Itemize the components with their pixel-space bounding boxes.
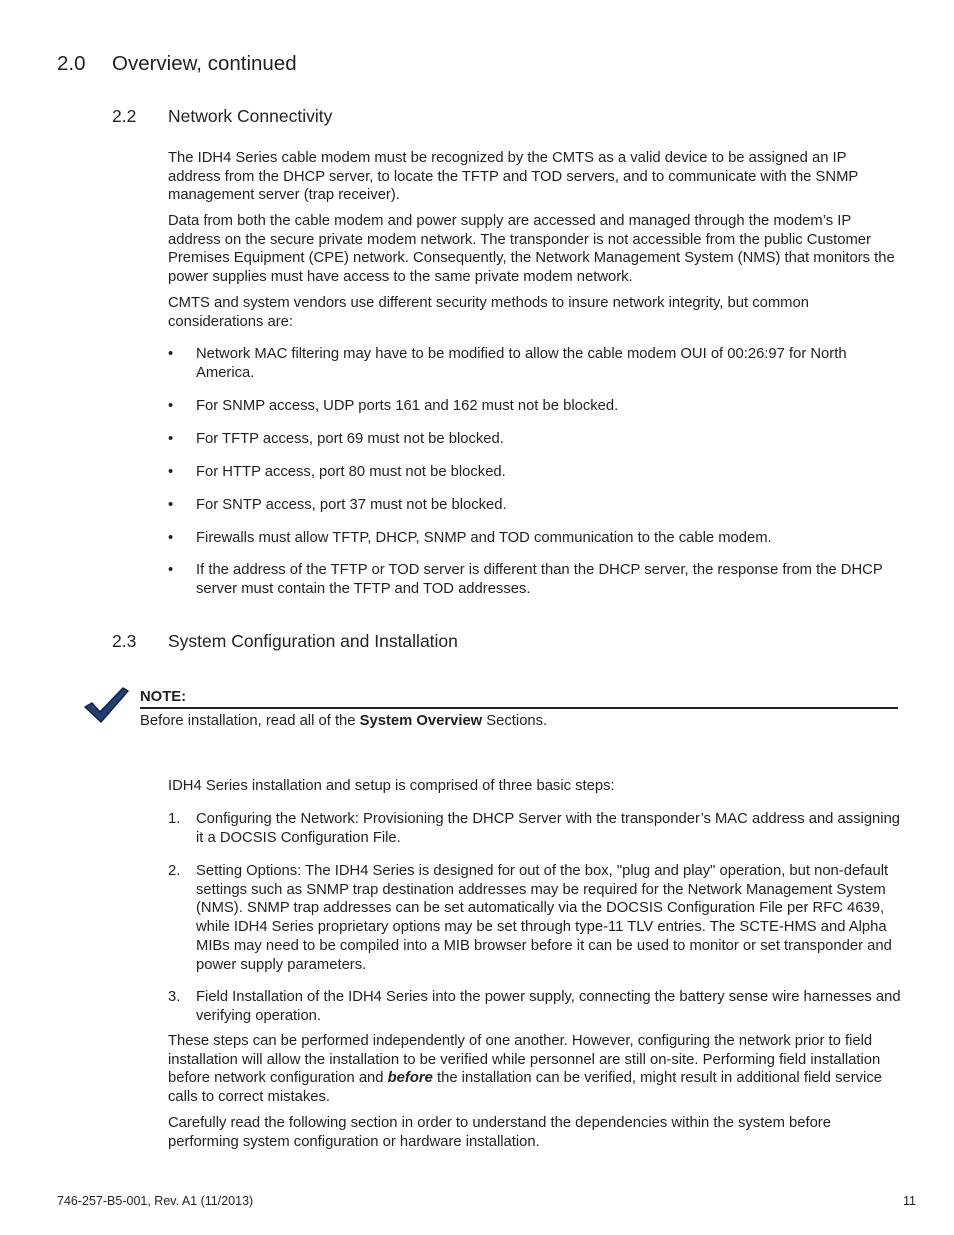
list-item-text: If the address of the TFTP or TOD server is different than the DHCP server, the response from the DHCP server must contain the TFTP and TOD addresses. bbox=[196, 562, 883, 597]
step-number: 3. bbox=[168, 989, 181, 1005]
paragraph: CMTS and system vendors use different security methods to insure network integrity, but common considerations are: bbox=[168, 295, 809, 330]
subsection-heading-2-2 bbox=[112, 106, 332, 127]
bullet-marker: • bbox=[168, 346, 174, 362]
note-text bbox=[140, 712, 547, 731]
list-item-text: For HTTP access, port 80 must not be blocked. bbox=[196, 464, 506, 480]
emphasis-text: before bbox=[387, 1070, 433, 1087]
paragraph-text: These steps can be performed independently of one another. However, configuring the network prior to field installation will allow the installation to be verified while personnel are still on-site. Performing field installation before network configuration and bbox=[168, 1033, 881, 1087]
list-item-text: Field Installation of the IDH4 Series into the power supply, connecting the battery sense wire harnesses and verifying operation. bbox=[196, 989, 901, 1024]
list-item-text: Setting Options: The IDH4 Series is designed for out of the box, "plug and play" operation, but non-default settings such as SNMP trap destination addresses may be required for the Network Management System (NMS). SNMP trap addresses can be set automatically via the DOCSIS Configuration File per RFC 4639, while IDH4 Series proprietary options may be set through type-11 TLV entries. The SCTE-HMS and Alpha MIBs may need to be compiled into a MIB browser before it can be used to monitor or set transponder and power supply parameters. bbox=[196, 863, 892, 973]
step-number: 2. bbox=[168, 863, 181, 879]
list-item-text: For SNTP access, port 37 must not be blocked. bbox=[196, 497, 507, 513]
section-title: Overview, continued bbox=[112, 52, 297, 75]
checkmark-icon bbox=[83, 685, 130, 725]
bullet-marker: • bbox=[168, 562, 174, 578]
note-text-bold: System Overview bbox=[359, 713, 483, 729]
list-item-text: For SNMP access, UDP ports 161 and 162 must not be blocked. bbox=[196, 398, 619, 414]
bullet-marker: • bbox=[168, 398, 174, 414]
list-item-text: Firewalls must allow TFTP, DHCP, SNMP and TOD communication to the cable modem. bbox=[196, 530, 772, 546]
list-item-text: Network MAC filtering may have to be modified to allow the cable modem OUI of 00:26:97 for North America. bbox=[196, 346, 847, 381]
paragraph-text: the installation can be verified, might result in additional field service calls to correct mistakes. bbox=[168, 1070, 882, 1106]
note-label: NOTE: bbox=[140, 689, 187, 705]
paragraph bbox=[168, 1032, 903, 1107]
bullet-marker: • bbox=[168, 530, 174, 546]
subsection-title: Network Connectivity bbox=[168, 106, 333, 126]
bullet-marker: • bbox=[168, 497, 174, 513]
step-number: 1. bbox=[168, 811, 181, 827]
bullet-marker: • bbox=[168, 431, 174, 447]
section-heading-2-0 bbox=[57, 52, 297, 76]
bullet-marker: • bbox=[168, 464, 174, 480]
note-divider bbox=[140, 707, 898, 709]
note-text-before: Before installation, read all of the bbox=[140, 713, 360, 729]
subsection-number: 2.3 bbox=[112, 631, 137, 651]
paragraph: IDH4 Series installation and setup is comprised of three basic steps: bbox=[168, 778, 615, 794]
footer-page-number: 11 bbox=[903, 1194, 916, 1208]
subsection-title: System Configuration and Installation bbox=[168, 631, 458, 651]
footer-doc-number: 746-257-B5-001, Rev. A1 (11/2013) bbox=[57, 1194, 254, 1208]
paragraph: Carefully read the following section in order to understand the dependencies within the system before performing system configuration or hardware installation. bbox=[168, 1115, 831, 1150]
paragraph: Data from both the cable modem and power supply are accessed and managed through the modem’s IP address on the secure private modem network. The transponder is not accessible from the public Customer Premises Equipment (CPE) network. Consequently, the Network Management System (NMS) that monitors the power supplies must have access to the same private modem network. bbox=[168, 213, 895, 286]
paragraph: The IDH4 Series cable modem must be recognized by the CMTS as a valid device to be assigned an IP address from the DHCP server, to locate the TFTP and TOD servers, and to communicate with the SNMP management server (trap receiver). bbox=[168, 150, 858, 204]
list-item-text: Configuring the Network: Provisioning the DHCP Server with the transponder’s MAC address and assigning it a DOCSIS Configuration File. bbox=[196, 811, 901, 846]
subsection-number: 2.2 bbox=[112, 106, 137, 126]
section-number: 2.0 bbox=[57, 52, 86, 75]
list-item-text: For TFTP access, port 69 must not be blocked. bbox=[196, 431, 504, 447]
note-text-after: Sections. bbox=[482, 713, 548, 729]
subsection-heading-2-3 bbox=[112, 631, 458, 652]
